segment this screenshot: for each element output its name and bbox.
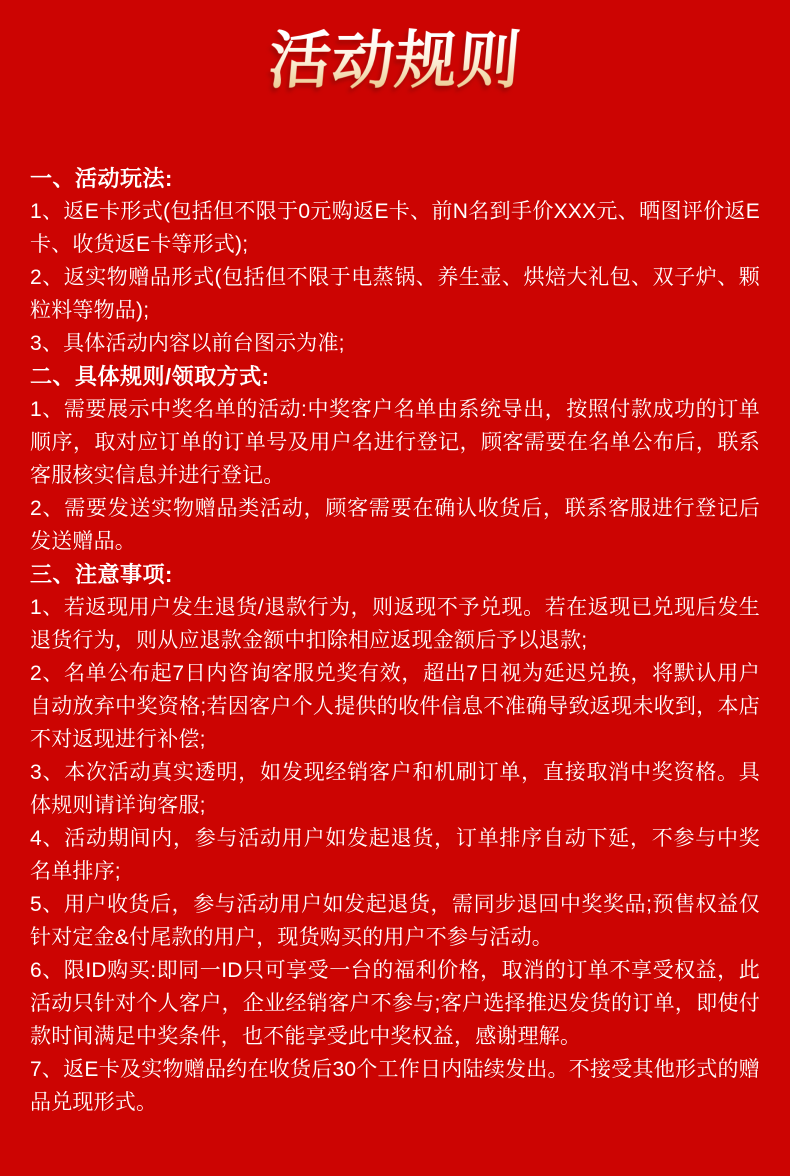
page-header bbox=[0, 0, 790, 128]
rule-section-1 bbox=[30, 162, 760, 360]
rule-item: 3、具体活动内容以前台图示为准; bbox=[30, 332, 345, 355]
rule-section-3 bbox=[30, 558, 760, 1119]
rule-item: 1、若返现用户发生退货/退款行为，则返现不予兑现。若在返现已兑现后发生退货行为，则从应退款金额中扣除相应返现金额后予以退款; bbox=[30, 596, 760, 652]
rule-item: 6、限ID购买:即同一ID只可享受一台的福利价格，取消的订单不享受权益，此活动只针对个人客户，企业经销客户不参与;客户选择推迟发货的订单，即使付款时间满足中奖条件，也不能享受此中奖权益，感谢理解。 bbox=[30, 959, 760, 1048]
rule-item: 4、活动期间内，参与活动用户如发起退货，订单排序自动下延，不参与中奖名单排序; bbox=[30, 827, 760, 883]
rule-item: 1、返E卡形式(包括但不限于0元购返E卡、前N名到手价XXX元、晒图评价返E卡、收货返E卡等形式); bbox=[30, 200, 760, 256]
section-heading: 一、活动玩法: bbox=[30, 166, 173, 191]
rule-item: 5、用户收货后，参与活动用户如发起退货，需同步退回中奖奖品;预售权益仅针对定金&付尾款的用户，现货购买的用户不参与活动。 bbox=[30, 893, 760, 949]
page-title: 活动规则 bbox=[266, 24, 525, 100]
rule-item: 1、需要展示中奖名单的活动:中奖客户名单由系统导出，按照付款成功的订单顺序，取对应订单的订单号及用户名进行登记，顾客需要在名单公布后，联系客服核实信息并进行登记。 bbox=[30, 398, 760, 487]
rule-item: 7、返E卡及实物赠品约在收货后30个工作日内陆续发出。不接受其他形式的赠品兑现形式。 bbox=[30, 1058, 760, 1114]
rule-item: 2、需要发送实物赠品类活动，顾客需要在确认收货后，联系客服进行登记后发送赠品。 bbox=[30, 497, 760, 553]
rules-content bbox=[0, 128, 790, 1119]
rule-item: 3、本次活动真实透明，如发现经销客户和机刷订单，直接取消中奖资格。具体规则请详询客服; bbox=[30, 761, 760, 817]
rule-item: 2、名单公布起7日内咨询客服兑奖有效，超出7日视为延迟兑换，将默认用户自动放弃中奖资格;若因客户个人提供的收件信息不准确导致返现未收到，本店不对返现进行补偿; bbox=[30, 662, 760, 751]
section-heading: 三、注意事项: bbox=[30, 562, 173, 587]
section-heading: 二、具体规则/领取方式: bbox=[30, 364, 270, 389]
rule-item: 2、返实物赠品形式(包括但不限于电蒸锅、养生壶、烘焙大礼包、双子炉、颗粒料等物品); bbox=[30, 266, 760, 322]
rule-section-2 bbox=[30, 360, 760, 558]
